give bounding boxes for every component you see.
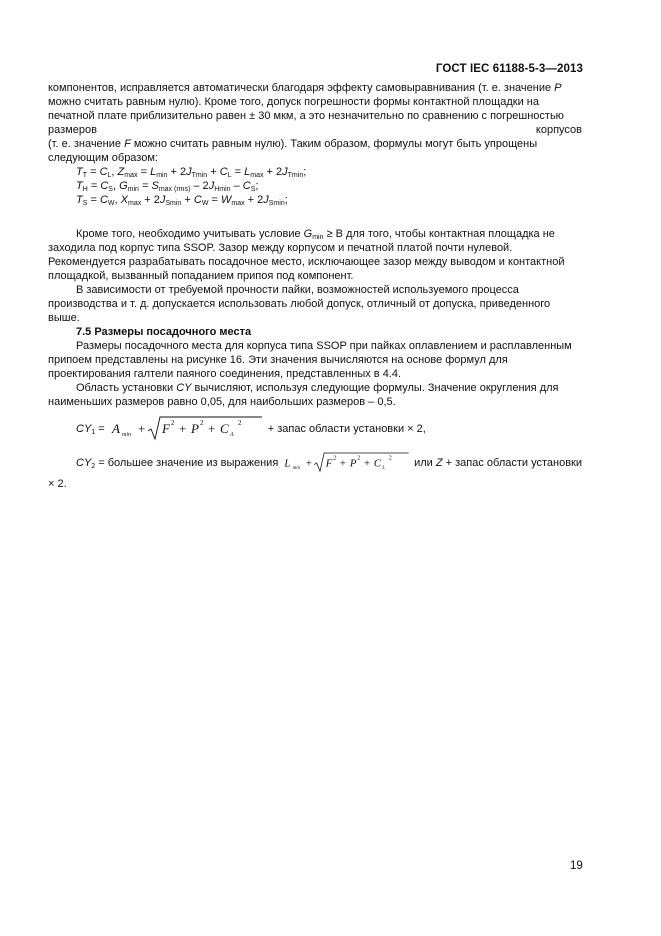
svg-text:A: A [229, 432, 234, 438]
svg-text:L: L [382, 465, 386, 471]
equation-2: $T_H = C_S$, $G_{min} = S_{max (rms)} - 2J_{Hmin} - C_S$; [76, 180, 259, 193]
formula-cy1-expression [108, 415, 268, 443]
para1-line3: печатной плате приблизительно равен ± 30 мкм, а это незначительно по сравнению с погрешностью [48, 110, 564, 122]
svg-text:2: 2 [199, 419, 204, 427]
document-body [48, 81, 582, 491]
para1-line2: можно считать равным нулю). Кроме того, допуск погрешности формы контактной площадки на [48, 96, 539, 108]
svg-text:2: 2 [237, 419, 242, 427]
formula-cy1-tail: + запас области установки × 2, [267, 423, 426, 435]
svg-text:F: F [326, 457, 333, 470]
para1-line5: (т. е. значение F можно считать равным нулю). Таким образом, формулы могут быть упрощены [48, 138, 538, 150]
svg-text:F: F [161, 421, 170, 436]
svg-text:+: + [178, 421, 187, 436]
formula-cy2-tail: или Z + запас области установки [414, 457, 582, 469]
para2-line1: Кроме того, необходимо учитывать условие $G_{min} \ge B$ для того, чтобы контактная площадка не [76, 228, 555, 241]
svg-text:2: 2 [389, 455, 393, 462]
svg-text:P: P [350, 457, 357, 470]
svg-text:+: + [207, 421, 216, 436]
svg-text:L: L [284, 457, 291, 470]
svg-text:P: P [190, 421, 199, 436]
svg-text:min: min [121, 432, 131, 438]
para2-line2: заходила под корпус типа SSOP. Зазор между корпусом и печатной платой почти нулевой. [48, 242, 513, 254]
svg-text:2: 2 [333, 455, 337, 462]
equation-3: $T_S = C_W$, $X_{max} + 2J_{Smin} + C_W = W_{max} + 2J_{Smin}$; [76, 194, 288, 207]
para5-line1: Область установки CY вычисляют, используя следующие формулы. Значение округления для [76, 382, 559, 394]
svg-text:2: 2 [170, 419, 175, 427]
para3-line3: выше. [48, 312, 80, 324]
svg-text:+: + [340, 457, 347, 470]
para5-line2: наименьших размеров равно 0,05, для наибольших размеров – 0,5. [48, 396, 396, 408]
para1-line1: компонентов, исправляется автоматически благодаря эффекту самовыравнивания (т. е. значение P [48, 82, 562, 94]
para2-line4: площадкой, вызванный попаданием припоя под компонент. [48, 270, 354, 282]
svg-text:C: C [219, 421, 229, 436]
para1-line4 [48, 123, 582, 137]
para4-line3: проектирования галтели паяного соединения, представленных в 4.4. [48, 368, 402, 380]
formula-cy2-wrap: × 2. [48, 478, 67, 490]
para1-line4-left: размеров [48, 124, 97, 136]
formula-cy2-lhs: $CY_2$ = большее значение из выражения [76, 457, 282, 470]
para1-line4-right: корпусов [535, 124, 582, 136]
svg-text:+: + [306, 457, 313, 470]
formula-cy2-expression [281, 449, 414, 477]
para3-line2: производства и т. д. допускается использовать любой допуск, отличный от допуска, приведенного [48, 298, 551, 310]
para2-line3: Рекомендуется разрабатывать посадочное место, исключающее зазор между выводом и контактной [48, 256, 565, 268]
formula-cy1-lhs: $CY_1$ = [76, 423, 108, 436]
svg-text:C: C [374, 457, 382, 470]
svg-text:+: + [137, 421, 146, 436]
svg-text:A: A [111, 421, 120, 436]
para1-line6: следующим образом: [48, 152, 158, 164]
para4-line1: Размеры посадочного места для корпуса типа SSOP при пайках оплавлением и расплавленным [76, 340, 572, 352]
para4-line2: припоем представлены на рисунке 16. Эти значения вычисляются на основе формул для [48, 354, 508, 366]
formula-cy1 [76, 415, 582, 443]
svg-text:+: + [364, 457, 371, 470]
standard-header: ГОСТ IEC 61188-5-3—2013 [435, 63, 583, 75]
svg-text:2: 2 [357, 455, 361, 462]
formula-cy2 [76, 449, 582, 477]
equation-1: $T_T = C_L$, $Z_{max} = L_{min} + 2J_{Tmin} + C_L = L_{max} + 2J_{Tmin}$; [76, 166, 307, 179]
section-heading: 7.5 Размеры посадочного места [76, 326, 252, 338]
page-number: 19 [570, 860, 583, 872]
svg-text:min: min [292, 465, 301, 471]
para3-line1: В зависимости от требуемой прочности пайки, возможностей используемого процесса [76, 284, 519, 296]
